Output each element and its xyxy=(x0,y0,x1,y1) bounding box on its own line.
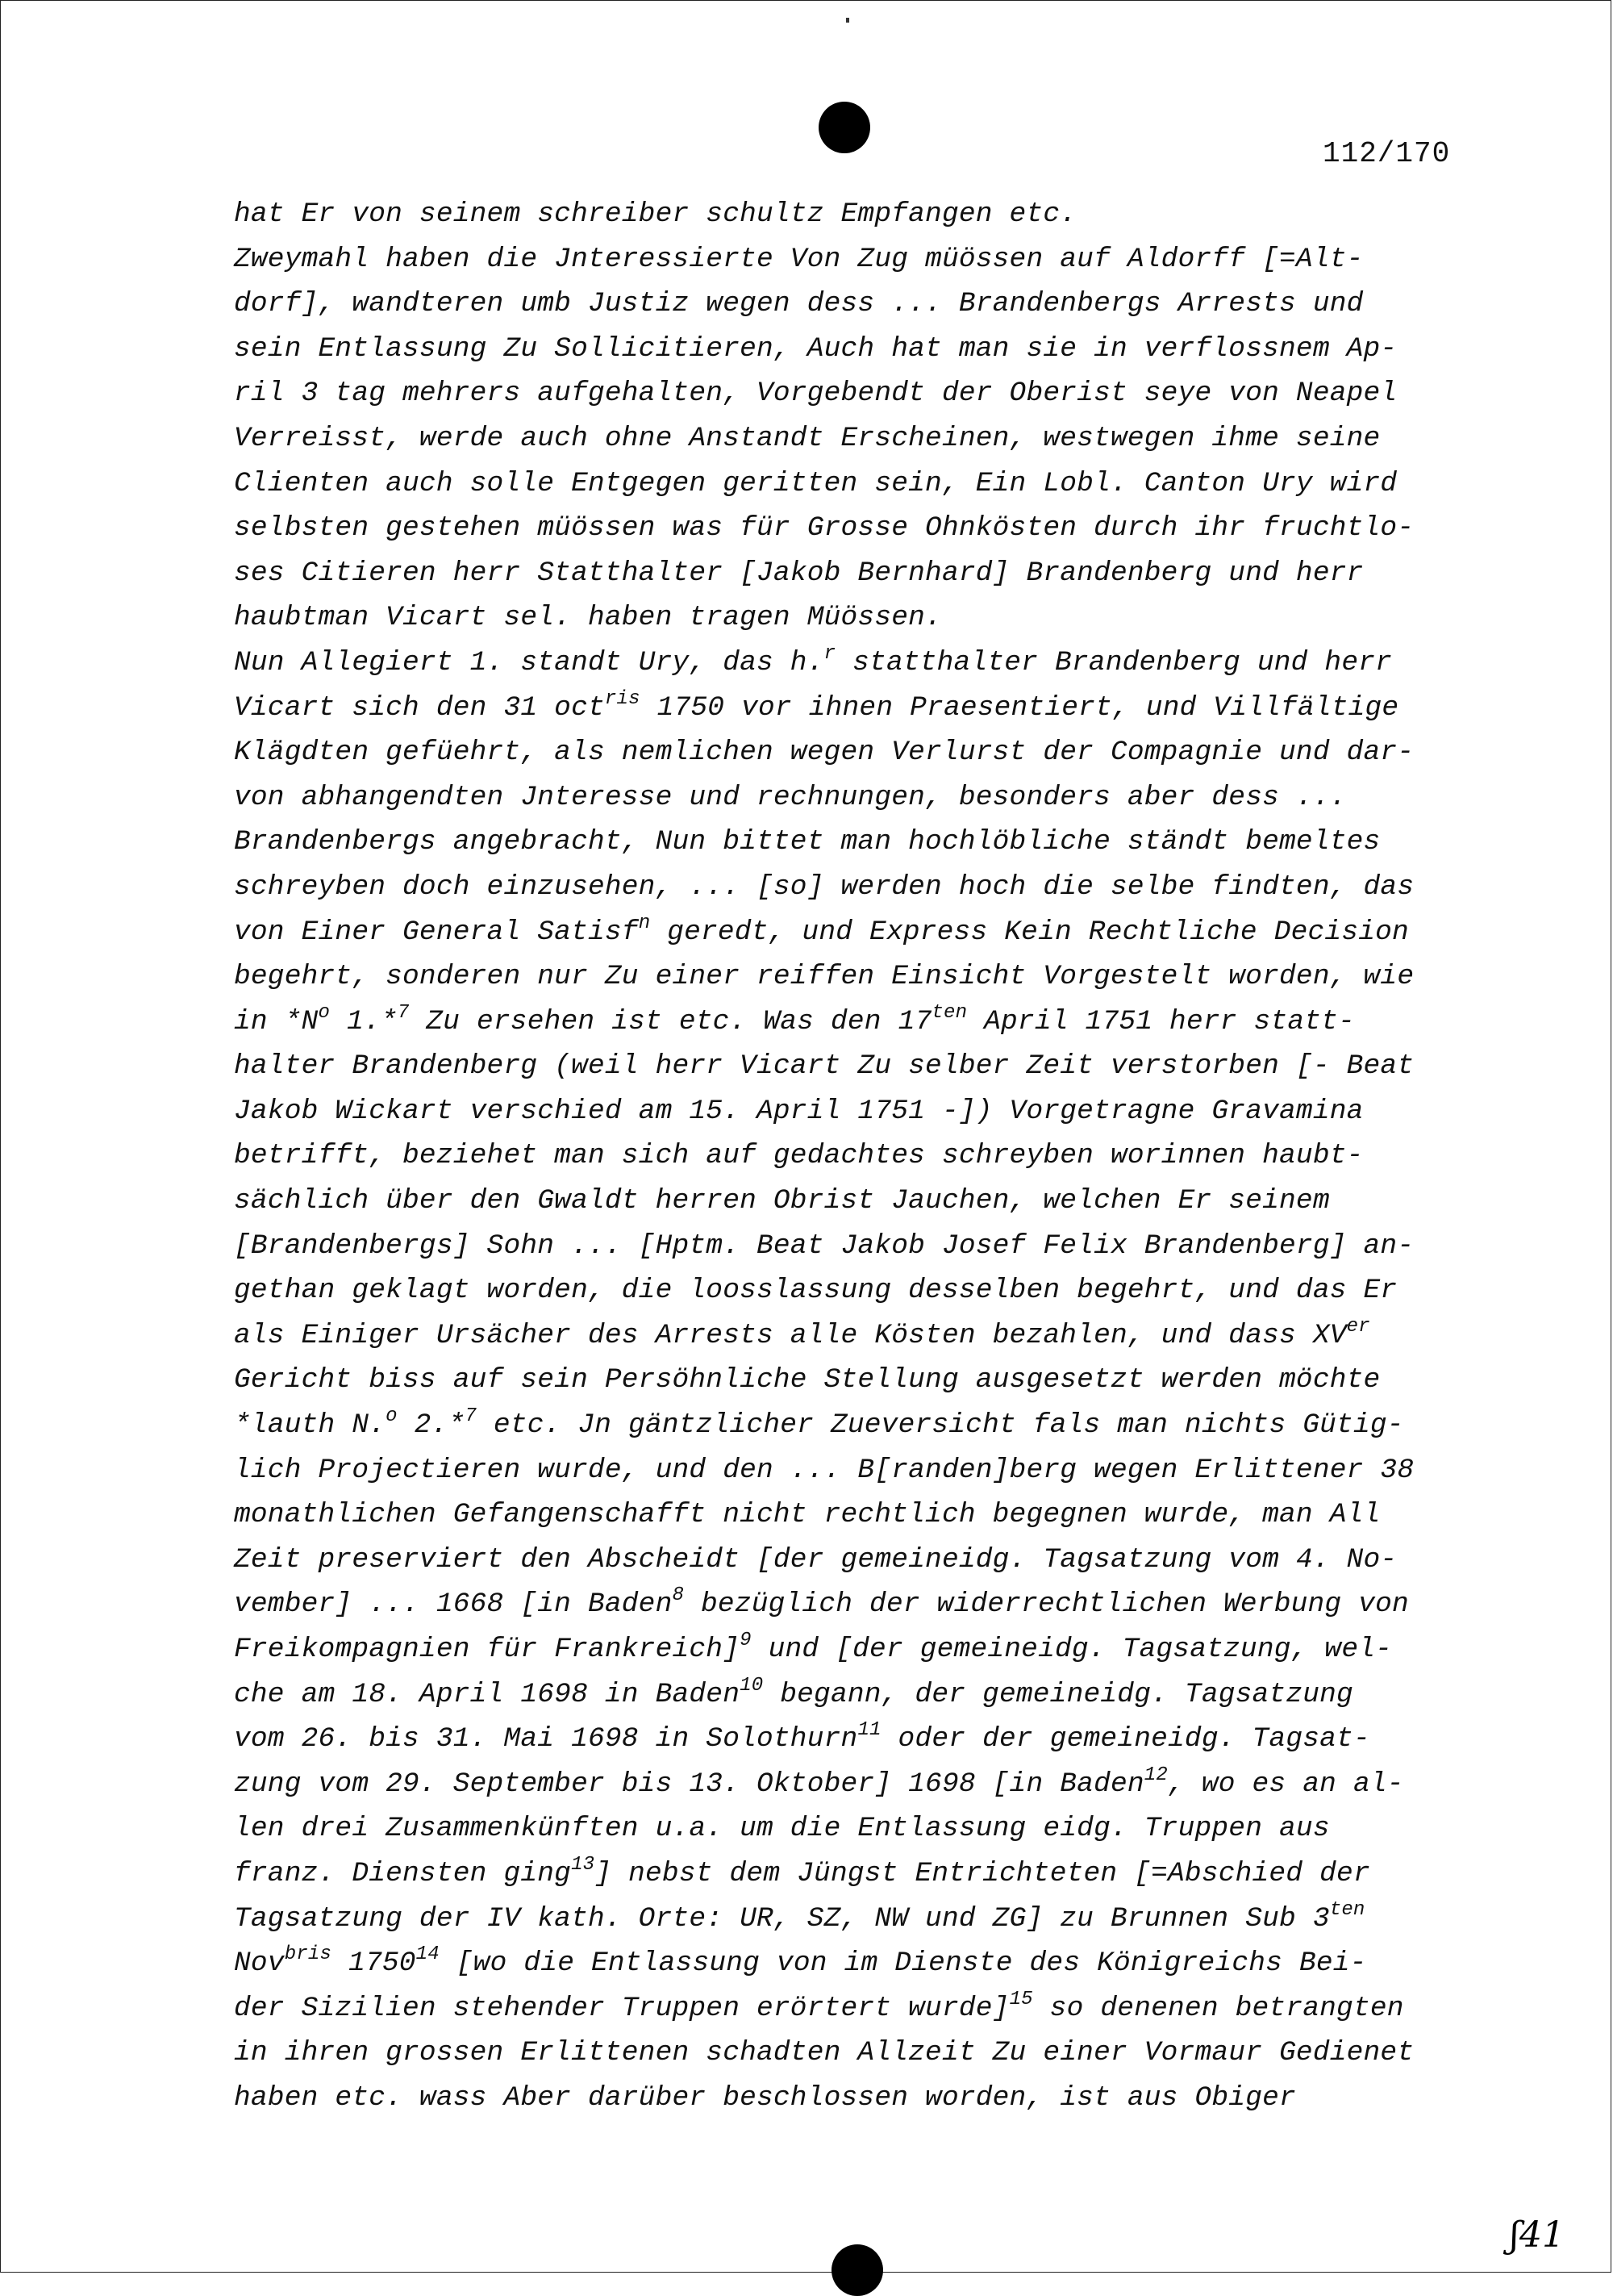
punch-hole-top xyxy=(819,102,870,153)
text-line xyxy=(234,1897,1492,1942)
line-text: bezüglich der widerrechtlichen Werbung von xyxy=(684,1588,1409,1621)
superscript: ris xyxy=(604,687,640,710)
text-line xyxy=(234,1806,1492,1851)
line-text: so denenen betrangten xyxy=(1032,1992,1404,2024)
line-text: als Einiger Ursächer des Arrests alle Kösten bezahlen, und dass XV xyxy=(234,1319,1347,1351)
line-text: der Sizilien stehender Truppen erörtert wurde] xyxy=(234,1992,1010,2024)
text-line xyxy=(234,1000,1492,1045)
text-line xyxy=(234,1179,1492,1224)
superscript: 7 xyxy=(465,1405,477,1428)
line-text: 1750 xyxy=(331,1947,416,1980)
line-text: [Brandenbergs] Sohn ... [Hptm. Beat Jakob Josef Felix Brandenberg] an- xyxy=(234,1229,1415,1262)
text-line xyxy=(234,551,1492,596)
line-text: Verreisst, werde auch ohne Anstandt Erscheinen, westwegen ihme seine xyxy=(234,422,1381,454)
text-line xyxy=(234,1986,1492,2031)
line-text: halter Brandenberg (weil herr Vicart Zu selber Zeit verstorben [- Beat xyxy=(234,1050,1415,1083)
superscript: ten xyxy=(932,1001,968,1024)
line-text: von Einer General Satisf xyxy=(234,916,639,948)
line-text: Vicart sich den 31 oct xyxy=(234,691,605,724)
line-text: 1750 vor ihnen Praesentiert, und Villfältige xyxy=(640,691,1399,724)
superscript: 13 xyxy=(571,1853,595,1876)
line-text: Gericht biss auf sein Persöhnliche Stellung ausgesetzt werden möchte xyxy=(234,1364,1381,1396)
superscript: 14 xyxy=(415,1943,440,1966)
line-text: Nun Allegiert 1. standt Ury, das h. xyxy=(234,646,824,678)
line-text: Freikompagnien für Frankreich] xyxy=(234,1634,740,1665)
line-text: vember] ... 1668 [in Baden xyxy=(234,1588,673,1621)
text-line xyxy=(234,641,1492,686)
text-line xyxy=(234,1133,1492,1179)
text-line xyxy=(234,865,1492,910)
line-text: schreyben doch einzusehen, ... [so] werden hoch die selbe findten, das xyxy=(234,870,1415,903)
text-line xyxy=(234,595,1492,641)
superscript: 12 xyxy=(1144,1764,1169,1786)
text-line xyxy=(234,1627,1492,1672)
superscript: er xyxy=(1346,1315,1370,1338)
line-text: 2.* xyxy=(397,1409,465,1442)
text-line xyxy=(234,1717,1492,1762)
text-line xyxy=(234,461,1492,507)
line-text: che am 18. April 1698 in Baden xyxy=(234,1678,740,1710)
text-line xyxy=(234,2076,1492,2121)
text-line xyxy=(234,1268,1492,1313)
text-line xyxy=(234,910,1492,955)
line-text: vom 26. bis 31. Mai 1698 in Solothurn xyxy=(234,1723,858,1755)
text-line xyxy=(234,1089,1492,1134)
punch-hole-bottom xyxy=(832,2244,883,2296)
text-line xyxy=(234,820,1492,865)
line-text: April 1751 herr statt- xyxy=(967,1005,1355,1037)
text-line xyxy=(234,282,1492,327)
text-line xyxy=(234,775,1492,820)
line-text: franz. Diensten ging xyxy=(234,1857,572,1889)
line-text: haubtman Vicart sel. haben tragen Müössen. xyxy=(234,602,942,634)
text-line xyxy=(234,506,1492,551)
line-text: gethan geklagt worden, die loosslassung desselben begehrt, und das Er xyxy=(234,1275,1398,1307)
text-line xyxy=(234,1762,1492,1807)
line-text: 1.* xyxy=(330,1005,398,1037)
text-line xyxy=(234,1851,1492,1897)
line-text: Jakob Wickart verschied am 15. April 1751 -]) Vorgetragne Gravamina xyxy=(234,1095,1364,1127)
line-text: sächlich über den Gwaldt herren Obrist Jauchen, welchen Er seinem xyxy=(234,1185,1330,1217)
line-text: Zeit preserviert den Abscheidt [der gemeineidg. Tagsatzung vom 4. No- xyxy=(234,1543,1398,1576)
line-text: haben etc. wass Aber darüber beschlossen worden, ist aus Obiger xyxy=(234,2081,1296,2114)
page-number: 112/170 xyxy=(1323,137,1451,170)
text-line xyxy=(234,1313,1492,1359)
text-line xyxy=(234,954,1492,1000)
line-text: Zweymahl haben die Jnteressierte Von Zug müössen auf Aldorff [=Alt- xyxy=(234,243,1364,275)
line-text: hat Er von seinem schreiber schultz Empfangen etc. xyxy=(234,198,1077,230)
text-line xyxy=(234,1941,1492,1986)
line-text: geredt, und Express Kein Rechtliche Decision xyxy=(650,916,1409,948)
text-line xyxy=(234,686,1492,731)
superscript: 10 xyxy=(740,1674,764,1697)
text-line xyxy=(234,1538,1492,1583)
text-line xyxy=(234,416,1492,461)
line-text: sein Entlassung Zu Sollicitieren, Auch hat man sie in verflossnem Ap- xyxy=(234,332,1398,365)
superscript: bris xyxy=(284,1943,332,1966)
text-line xyxy=(234,2031,1492,2076)
line-text: in *N xyxy=(234,1005,319,1037)
line-text: [wo die Entlassung von im Dienste des Königreichs Bei- xyxy=(439,1947,1367,1980)
line-text: Zu ersehen ist etc. Was den 17 xyxy=(409,1005,932,1037)
line-text: Tagsatzung der IV kath. Orte: UR, SZ, NW und ZG] zu Brunnen Sub 3 xyxy=(234,1902,1330,1935)
line-text: etc. Jn gäntzlicher Zueversicht fals man nichts Gütig- xyxy=(476,1409,1404,1442)
line-text: begann, der gemeineidg. Tagsatzung xyxy=(763,1678,1353,1710)
superscript: n xyxy=(638,912,651,934)
line-text: Klägdten gefüehrt, als nemlichen wegen Verlurst der Compagnie und dar- xyxy=(234,737,1415,769)
superscript: r xyxy=(823,642,836,665)
line-text: und [der gemeineidg. Tagsatzung, wel- xyxy=(751,1634,1393,1665)
scan-mark xyxy=(846,18,849,23)
superscript: 8 xyxy=(672,1584,685,1607)
superscript: o xyxy=(318,1001,331,1024)
line-text: Nov xyxy=(234,1947,285,1980)
text-line xyxy=(234,1224,1492,1269)
line-text: , wo es an al- xyxy=(1168,1768,1404,1800)
line-text: ril 3 tag mehrers aufgehalten, Vorgebendt der Oberist seye von Neapel xyxy=(234,378,1398,410)
superscript: ten xyxy=(1329,1898,1365,1921)
superscript: 7 xyxy=(397,1001,410,1024)
text-line xyxy=(234,1492,1492,1538)
document-body xyxy=(234,192,1492,2121)
line-text: selbsten gestehen müössen was für Grosse Ohnkösten durch ihr fruchtlo- xyxy=(234,512,1415,545)
text-line xyxy=(234,327,1492,372)
line-text: oder der gemeineidg. Tagsat- xyxy=(881,1723,1370,1755)
line-text: ] nebst dem Jüngst Entrichteten [=Abschied der xyxy=(594,1857,1370,1889)
text-line xyxy=(234,1403,1492,1448)
line-text: dorf], wandteren umb Justiz wegen dess ... Brandenbergs Arrests und xyxy=(234,288,1364,320)
text-line xyxy=(234,1358,1492,1403)
line-text: monathlichen Gefangenschafft nicht rechtlich begegnen wurde, man All xyxy=(234,1499,1381,1531)
superscript: o xyxy=(386,1405,398,1428)
line-text: ses Citieren herr Statthalter [Jakob Bernhard] Brandenberg und herr xyxy=(234,557,1364,589)
line-text: len drei Zusammenkünften u.a. um die Entlassung eidg. Truppen aus xyxy=(234,1813,1330,1845)
text-line xyxy=(234,1448,1492,1493)
line-text: in ihren grossen Erlittenen schadten Allzeit Zu einer Vormaur Gedienet xyxy=(234,2037,1415,2069)
superscript: 15 xyxy=(1009,1988,1033,2010)
text-line xyxy=(234,1582,1492,1627)
text-line xyxy=(234,192,1492,237)
line-text: begehrt, sonderen nur Zu einer reiffen Einsicht Vorgestelt worden, wie xyxy=(234,961,1415,993)
text-line xyxy=(234,1044,1492,1089)
text-line xyxy=(234,1672,1492,1718)
line-text: von abhangendten Jnteresse und rechnungen, besonders aber dess ... xyxy=(234,781,1347,813)
superscript: 9 xyxy=(740,1630,752,1651)
line-text: Brandenbergs angebracht, Nun bittet man hochlöbliche ständt bemeltes xyxy=(234,826,1381,858)
text-line xyxy=(234,371,1492,416)
line-text: Clienten auch solle Entgegen geritten sein, Ein Lobl. Canton Ury wird xyxy=(234,467,1398,499)
line-text: zung vom 29. September bis 13. Oktober] 1698 [in Baden xyxy=(234,1768,1144,1800)
text-line xyxy=(234,237,1492,282)
handwritten-folio-mark: ʃ41 xyxy=(1510,2215,1565,2256)
text-line xyxy=(234,730,1492,775)
line-text: lich Projectieren wurde, und den ... B[randen]berg wegen Erlittener 38 xyxy=(234,1454,1415,1486)
line-text: betrifft, beziehet man sich auf gedachtes schreyben worinnen haubt- xyxy=(234,1140,1364,1172)
superscript: 11 xyxy=(857,1719,882,1742)
line-text: *lauth N. xyxy=(234,1409,386,1442)
line-text: statthalter Brandenberg und herr xyxy=(836,646,1393,678)
